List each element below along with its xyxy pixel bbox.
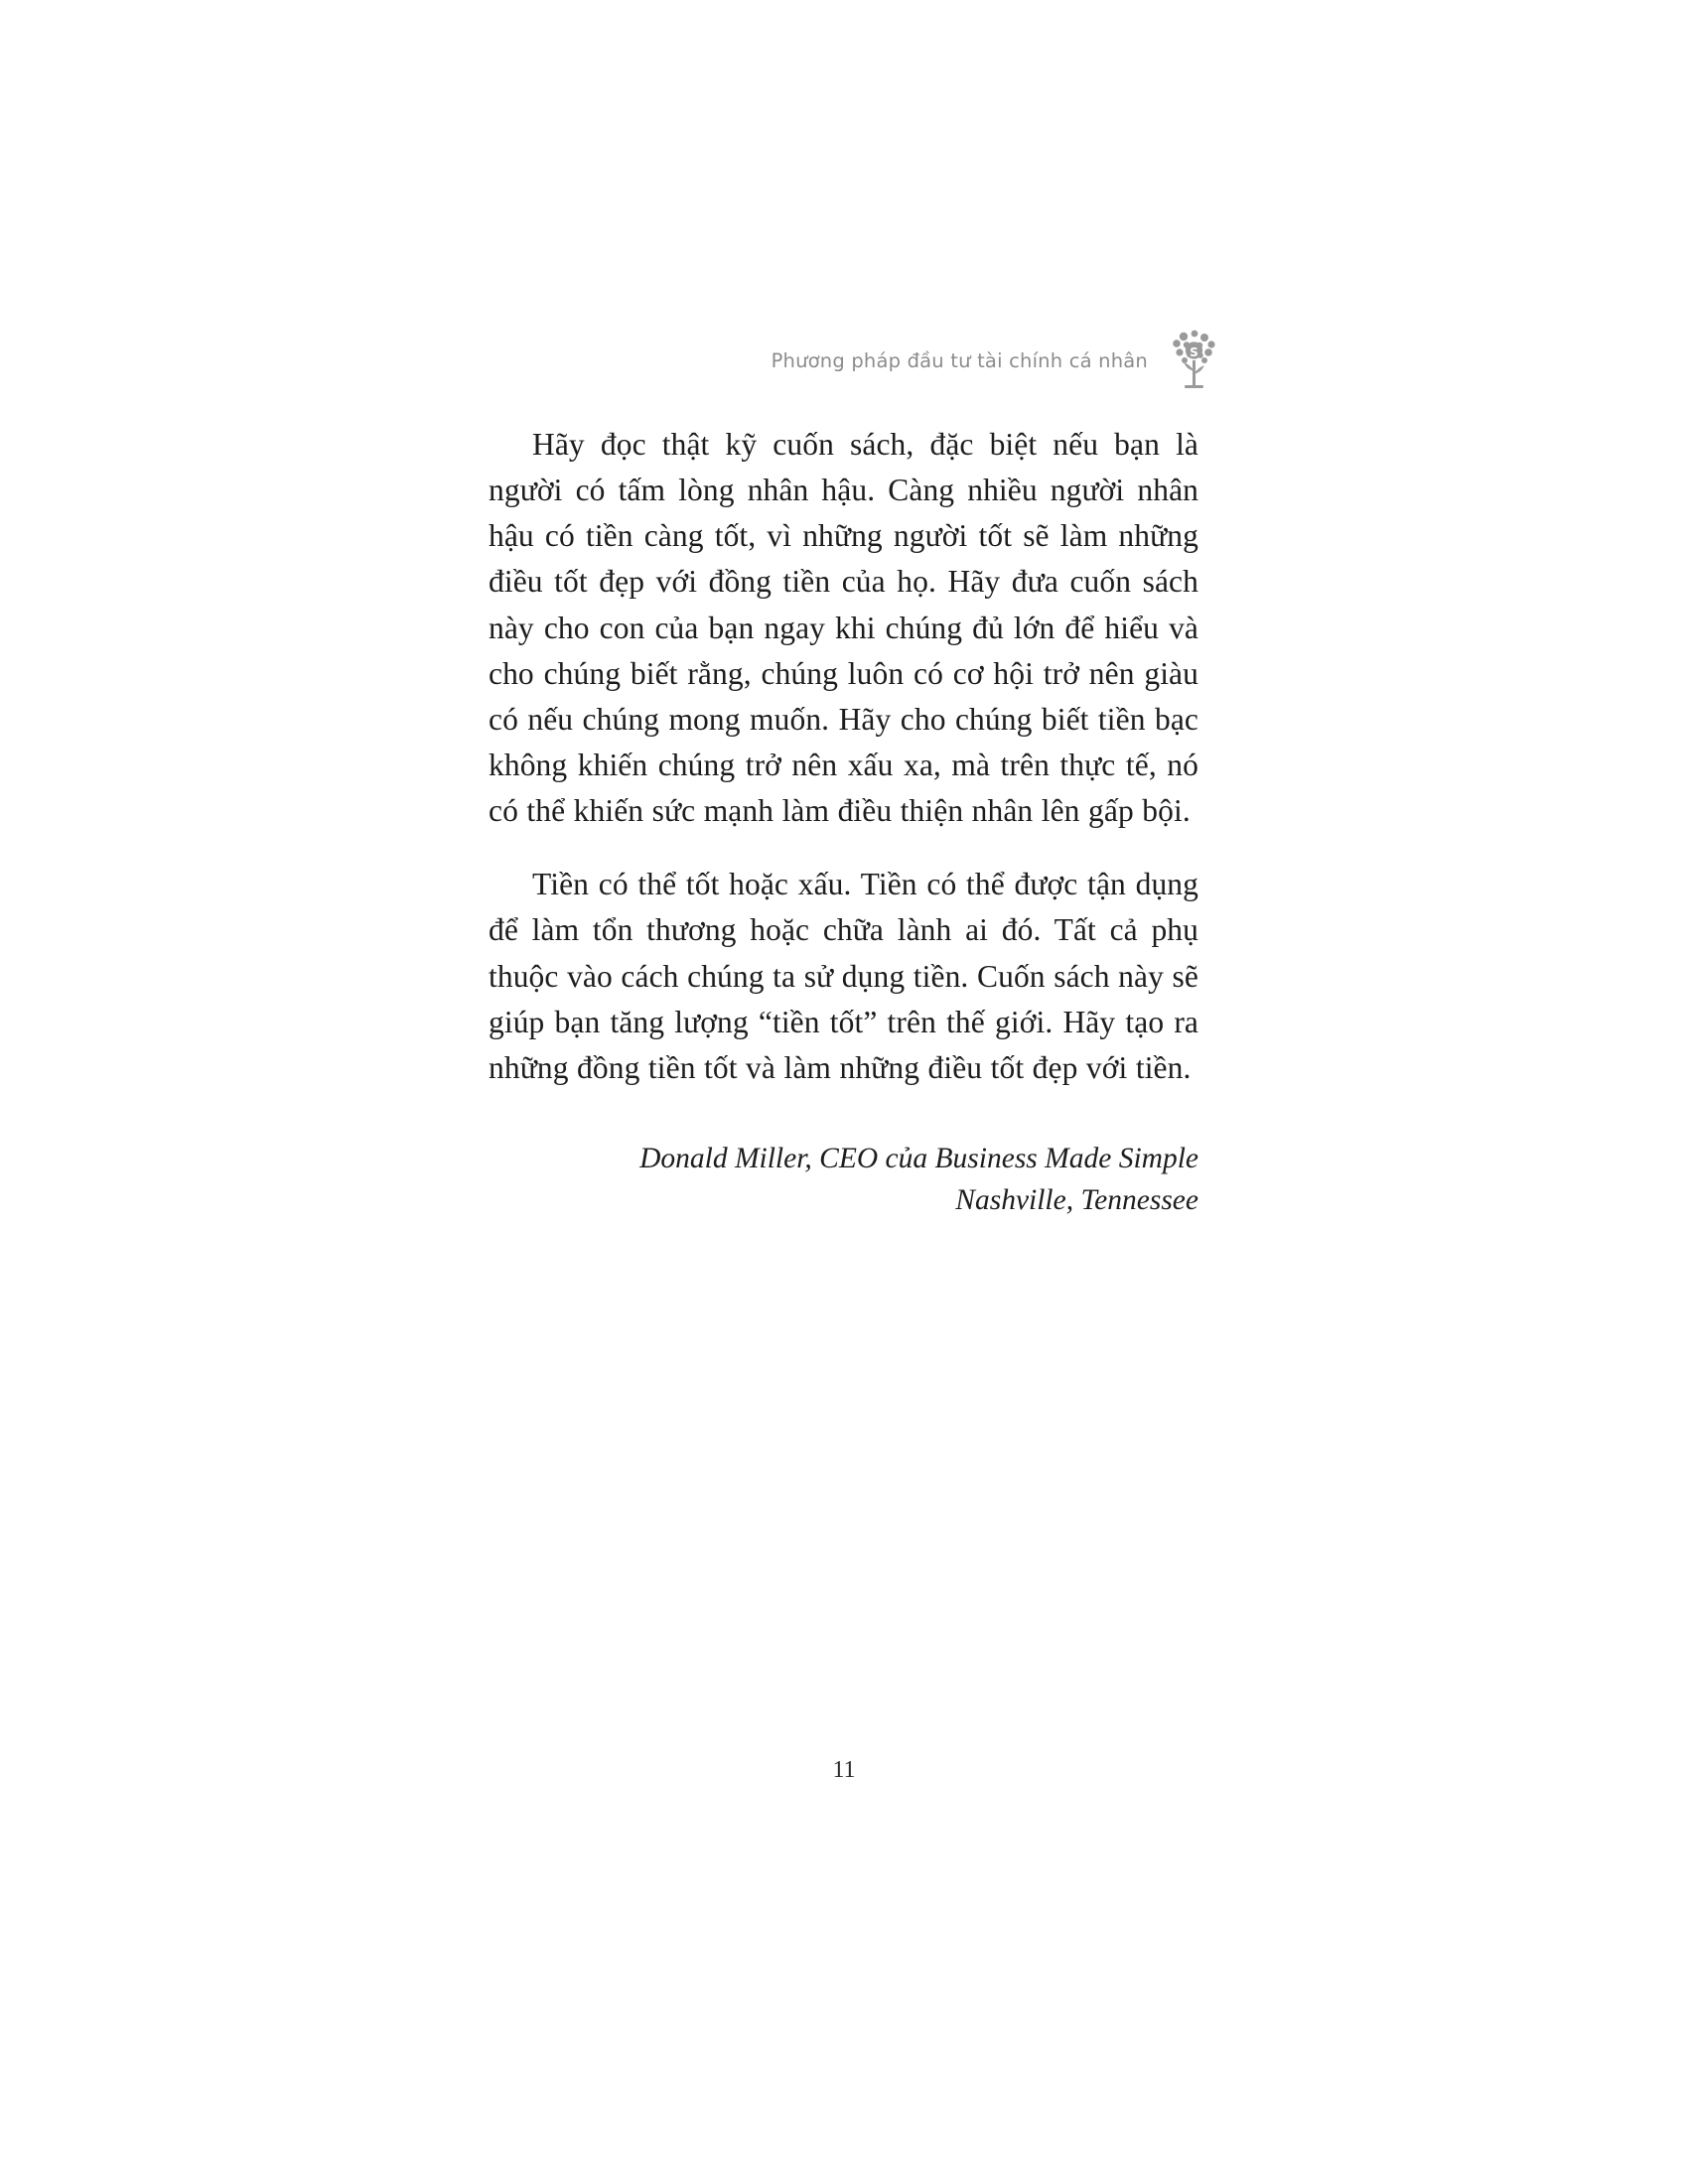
money-tree-logo-icon [1166,328,1221,393]
text-column [489,422,1198,1222]
signature-author: Donald Miller, CEO của Business Made Simple [639,1142,1198,1174]
paragraph-2: Tiền có thể tốt hoặc xấu. Tiền có thể được tận dụng để làm tổn thương hoặc chữa lành ai đó. Tất cả phụ thuộc vào cách chúng ta sử dụng tiền. Cuốn sách này sẽ giúp bạn tăng lượng “tiền tốt” trên thế giới. Hãy tạo ra những đồng tiền tốt và làm những điều tốt đẹp với tiền. [489,867,1198,1085]
signature-location: Nashville, Tennessee [955,1183,1198,1216]
running-head-title: Phương pháp đầu tư tài chính cá nhân [771,348,1148,372]
svg-text:S: S [1190,344,1198,359]
running-head [0,328,1688,393]
signature-block [489,1139,1198,1222]
page-number: 11 [832,1757,856,1783]
paragraph-1: Hãy đọc thật kỹ cuốn sách, đặc biệt nếu bạn là người có tấm lòng nhân hậu. Càng nhiều người nhân hậu có tiền càng tốt, vì những người tốt sẽ làm những điều tốt đẹp với đồng tiền của họ. Hãy đưa cuốn sách này cho con của bạn ngay khi chúng đủ lớn để hiểu và cho chúng biết rằng, chúng luôn có cơ hội trở nên giàu có nếu chúng mong muốn. Hãy cho chúng biết tiền bạc không khiến chúng trở nên xấu xa, mà trên thực tế, nó có thể khiến sức mạnh làm điều thiện nhân lên gấp bội. [489,427,1198,829]
